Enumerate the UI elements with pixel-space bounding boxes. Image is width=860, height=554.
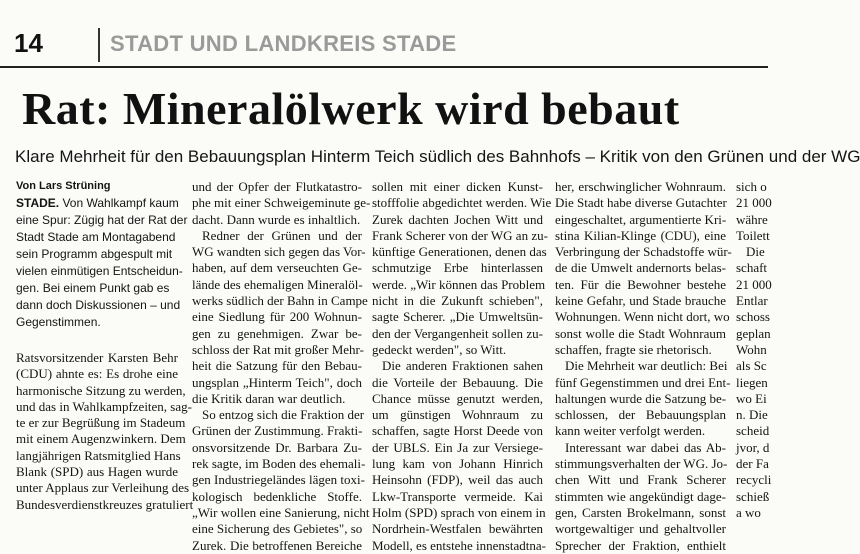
text-line: eine Sicherung des Gebietes", so: [192, 521, 363, 537]
text-line: Frank Scherer von der WG an zu-: [372, 227, 548, 243]
text-line: fünf Gegenstimmen und drei Ent-: [555, 374, 731, 390]
text-line: „Wir wollen eine Sanierung, nicht: [192, 504, 370, 520]
text-line: den der Vergangenheit sollen zu-: [372, 325, 543, 341]
body-paragraph: [16, 350, 194, 513]
text-line: recycli: [736, 472, 772, 488]
text-line: ungsplan „Hinterm Teich", doch: [192, 374, 362, 390]
text-line: Die Stadt habe diverse Gutachter: [555, 195, 727, 211]
text-line: chen Witt und Frank Scherer: [555, 472, 726, 488]
text-line: Holm (SPD) sprach von einem in: [372, 504, 546, 520]
dateline: STADE.: [16, 196, 60, 210]
text-line: der Fa: [736, 456, 769, 472]
text-line: haltungen wurde die Satzung be-: [555, 390, 727, 406]
article-column-5: [736, 179, 776, 521]
text-line: mit einem Augenzwinkern. Dem: [16, 431, 186, 447]
text-line: ten. Für die Bewohner bestehe: [555, 276, 726, 292]
text-line: eine Siedlung für 200 Wohnun-: [192, 309, 362, 325]
lead-line: Von Wahlkampf kaum: [62, 196, 179, 210]
text-line: stimmten wie angekündigt dage-: [555, 488, 726, 504]
text-line: lände des ehemaligen Mineralöl-: [192, 276, 363, 292]
header-separator: [98, 28, 100, 62]
text-line: schlossen, der Bebauungsplan: [555, 407, 726, 423]
text-line: Die: [746, 244, 765, 260]
text-line: kologisch bedenkliche Stoffe.: [192, 488, 362, 504]
lead-line: gen. Bei einem Punkt gab es: [16, 281, 170, 295]
text-line: Bundesverdienstkreuzes gratuliert: [16, 496, 194, 512]
text-line: werks südlich der Bahn in Campe: [192, 293, 368, 309]
article-column-2: [192, 179, 371, 554]
text-line: 21 000: [736, 276, 772, 292]
text-line: eingeschaltet, argumentierte Kri-: [555, 211, 727, 227]
text-line: rek sagte, im Boden des ehemali-: [192, 456, 366, 472]
text-line: phe mit einer Schweigeminute ge-: [192, 195, 371, 211]
text-line: der UBLS. Ein Ja zur Versiege-: [372, 439, 543, 455]
text-line: Entlar: [736, 293, 768, 309]
text-line: sagte Scherer. „Die Umweltsün-: [372, 309, 543, 325]
text-line: Die Mehrheit war deutlich: Bei: [565, 358, 728, 374]
text-line: schieß: [736, 488, 770, 504]
subheadline: Klare Mehrheit für den Bebauungsplan Hinterm Teich südlich des Bahnhofs – Kritik von den Grünen und der WG: [15, 147, 860, 166]
headline: Rat: Mineralölwerk wird bebaut: [22, 83, 680, 134]
text-line: Toilett: [736, 227, 770, 243]
text-line: n. Die: [736, 407, 768, 423]
text-line: heit die Satzung für den Bebau-: [192, 358, 362, 374]
text-line: währe: [736, 211, 768, 227]
text-line: dacht. Dann wurde es inhaltlich.: [192, 211, 361, 227]
text-line: wo Ei: [736, 390, 767, 406]
text-line: Interessant war dabei das Ab-: [565, 439, 726, 455]
text-line: kann weiter verfolgt werden.: [555, 423, 706, 439]
text-line: Chance müsse genutzt werden,: [372, 390, 543, 406]
text-line: schaft: [736, 260, 768, 276]
lead-line: sein Programm abgespult mit: [16, 247, 173, 261]
text-line: So entzog sich die Fraktion der: [202, 407, 365, 423]
text-line: Nordrhein-Westfalen bewährten: [372, 521, 543, 537]
text-line: Die anderen Fraktionen sahen: [382, 358, 543, 374]
text-line: te er zur Begrüßung im Stadeum: [16, 415, 186, 431]
text-line: wortgewaltiger und gehaltvoller: [555, 521, 726, 537]
text-line: gen zu genehmigen. Zwar be-: [192, 325, 362, 341]
header-rule: [0, 66, 768, 68]
text-line: nicht in die Zukunft schieben",: [372, 293, 543, 309]
text-line: schloss der Rat mit großer Mehr-: [192, 341, 364, 357]
text-line: schaffen, fragte sie rhetorisch.: [555, 341, 712, 357]
text-line: als Sc: [736, 358, 767, 374]
lead-paragraph: [16, 195, 188, 331]
text-line: Modell, es entstehe innenstadtna-: [372, 537, 547, 553]
text-line: und der Opfer der Flutkatastro-: [192, 179, 362, 194]
text-line: jvor, d: [736, 439, 770, 455]
text-line: die Vorteile der Bebauung. Die: [372, 374, 543, 390]
text-line: harmonische Sitzung zu werden,: [16, 382, 186, 398]
lead-line: Stadt Stade am Montagabend: [16, 230, 176, 244]
text-line: geplan: [736, 325, 771, 341]
text-line: künftige Generationen, denen das: [372, 244, 547, 260]
text-line: gedeckt werden", so Witt.: [372, 341, 507, 357]
text-line: lung kam von Johann Hinrich: [372, 456, 543, 472]
text-line: haben, auf dem verseuchten Ge-: [192, 260, 362, 276]
text-line: unter Applaus zur Verleihung des: [16, 480, 190, 496]
text-line: liegen: [736, 374, 768, 390]
text-line: stimmungsverhalten der WG. Jo-: [555, 456, 728, 472]
text-line: stofffolie abgedichtet werden. Wie: [372, 195, 552, 211]
author-byline: Von Lars Strüning: [16, 180, 111, 192]
text-line: Heinsohn (FDP), weil das auch: [372, 472, 543, 488]
article-column-1: [16, 179, 194, 513]
text-line: werde. „Wir können das Problem: [372, 276, 546, 292]
text-line: Sprecher der Fraktion, enthielt: [555, 537, 726, 553]
text-line: sich o: [736, 179, 767, 194]
text-line: Zurek. Die betroffenen Bereiche: [192, 537, 362, 553]
text-line: um günstigen Wohnraum zu: [372, 407, 543, 423]
lead-line: dann doch Diskussionen – und: [16, 298, 181, 312]
lead-line: eine Spur: Zügig hat der Rat der: [16, 213, 188, 227]
lead-line: vielen einmütigen Entscheidun-: [16, 264, 183, 278]
text-line: WG wandten sich gegen das Vor-: [192, 244, 366, 260]
text-line: Ratsvorsitzender Karsten Behr: [16, 350, 178, 365]
text-line: gen, Carsten Brokelmann, sonst: [555, 504, 726, 520]
text-line: Zurek dachten Jochen Witt und: [372, 211, 543, 227]
text-line: schaffen, sagte Horst Deede von: [372, 423, 543, 439]
text-line: die Kritik daran war deutlich.: [192, 390, 346, 406]
section-title: STADT UND LANDKREIS STADE: [110, 31, 457, 56]
text-line: Verbringung der Schadstoffe wür-: [555, 244, 732, 260]
text-line: Grünen der Zustimmung. Frakti-: [192, 423, 363, 439]
text-line: sonst wolle die Stadt Wohnraum: [555, 325, 726, 341]
text-line: Lkw-Transporte vermeide. Kai: [372, 488, 543, 504]
page-number: 14: [14, 28, 43, 58]
text-line: her, erschwinglicher Wohnraum.: [555, 179, 726, 194]
article-column-4: [555, 179, 732, 554]
text-line: keine Gefahr, und Stade brauche: [555, 293, 726, 309]
text-line: scheid: [736, 423, 770, 439]
text-line: Wohnungen. Wenn nicht dort, wo: [555, 309, 730, 325]
article-column-3: [372, 179, 552, 554]
text-line: Wohn: [736, 341, 767, 357]
text-line: a wo: [736, 504, 761, 520]
text-line: (CDU) ahnte es: Es drohe eine: [16, 366, 178, 382]
text-line: stina Kilian-Klinge (CDU), eine: [555, 227, 726, 243]
text-line: de die Umwelt andernorts belas-: [555, 260, 726, 276]
text-line: Redner der Grünen und der: [202, 227, 362, 243]
text-line: schmutzige Erbe hinterlassen: [372, 260, 543, 276]
text-line: langjährigen Ratsmitglied Hans: [16, 447, 181, 463]
text-line: schoss: [736, 309, 770, 325]
text-line: und das in Wahlkampfzeiten, sag-: [16, 398, 192, 414]
text-line: 21 000: [736, 195, 772, 211]
text-line: sollen mit einer dicken Kunst-: [372, 179, 543, 194]
lead-line: Gegenstimmen.: [16, 315, 101, 329]
text-line: onsvorsitzende Dr. Barbara Zu-: [192, 439, 362, 455]
text-line: Blank (SPD) aus Hagen wurde: [16, 464, 178, 480]
text-line: gen Industriegeländes lägen toxi-: [192, 472, 365, 488]
